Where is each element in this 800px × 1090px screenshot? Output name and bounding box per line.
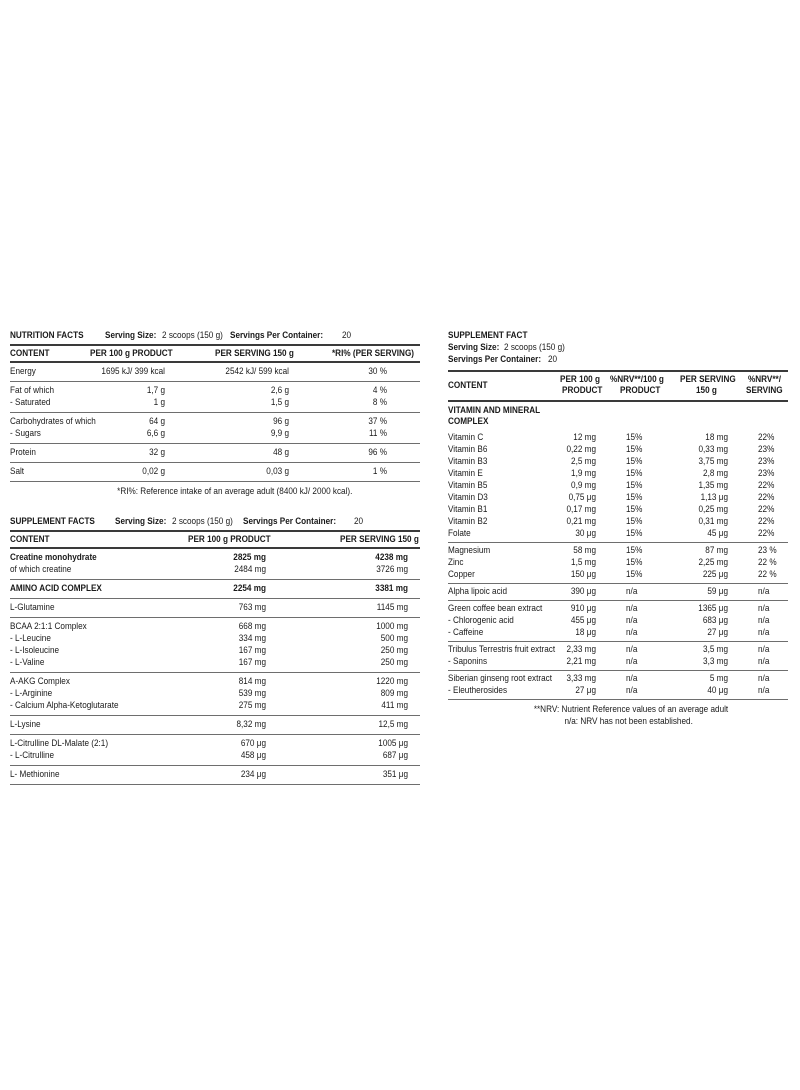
ingredient-name: Vitamin E [448,468,483,479]
ingredient-value: 23% [758,444,775,455]
ingredient-name: Folate [448,528,471,539]
table-row [448,557,788,569]
ingredient-value: 3,33 mg [566,673,596,684]
supplement-right-servings-label: Servings Per Container: [448,354,542,365]
ingredient-value: 58 mg [573,545,596,556]
table-row [10,447,420,459]
ingredient-value: 15% [626,569,643,580]
ingredient-value: 2,5 mg [571,456,596,467]
ingredient-value: n/a [758,627,770,638]
ingredient-name: Copper [448,569,475,580]
ingredient-value: 22% [758,480,775,491]
table-row [448,603,788,615]
ingredient-value: 225 μg [702,569,728,580]
nutrient-name: Carbohydrates of which [10,416,96,427]
supplement-right-col-per100-l2: PRODUCT [562,385,603,396]
supplement-right-title: SUPPLEMENT FACT [448,330,528,341]
supplement-fact-right-panel [448,330,788,730]
ingredient-value: 0,31 mg [698,516,728,527]
nutrient-name: - Saturated [10,397,51,408]
table-row [10,466,420,478]
supplement-right-serving-size-value: 2 scoops (150 g) [504,342,565,353]
ingredient-value: 15% [626,492,643,503]
ingredient-value: n/a [626,603,638,614]
ingredient-value: n/a [626,656,638,667]
nutrient-value: 11 % [368,428,387,439]
ingredient-value: 15% [626,444,643,455]
ingredient-value: 23% [758,456,775,467]
ingredient-name: Vitamin B1 [448,504,488,515]
ingredient-name: - Saponins [448,656,488,667]
table-row [10,676,420,688]
nutrition-row-group [10,444,420,462]
ingredient-value: 15% [626,545,643,556]
ingredient-value: n/a [758,615,770,626]
supplement-right-col-perserving-l1: PER SERVING [680,374,736,385]
nutrient-value: 48 g [273,447,289,458]
ingredient-value: 3,75 mg [698,456,728,467]
nutrition-title: NUTRITION FACTS [10,330,84,341]
ingredient-value: 12 mg [573,432,596,443]
ingredient-value: 458 μg [240,750,266,761]
ingredient-value: 1,13 μg [700,492,728,503]
ingredient-value: 334 mg [238,633,266,644]
row-divider [10,784,420,785]
ingredient-value: 3,3 mg [703,656,728,667]
nutrient-name: Protein [10,447,36,458]
ingredient-name: Vitamin B5 [448,480,488,491]
ingredient-value: 1,35 mg [698,480,728,491]
table-row [10,602,420,614]
ingredient-value: n/a [626,627,638,638]
ingredient-value: 0,17 mg [566,504,596,515]
nutrient-value: 2,6 g [270,385,289,396]
table-row [10,416,420,428]
ingredient-name: of which creatine [10,564,72,575]
supplement-right-serving-size-label: Serving Size: [448,342,500,353]
ingredient-value: 814 mg [238,676,266,687]
ingredient-value: 687 μg [382,750,408,761]
ingredient-value: n/a [758,644,770,655]
nutrient-value: 30 % [368,366,387,377]
nutrient-value: 1695 kJ/ 399 kcal [101,366,165,377]
table-row [448,569,788,581]
ingredient-value: 15% [626,480,643,491]
nutrient-value: 1,5 g [270,397,289,408]
table-row [10,385,420,397]
table-row [10,657,420,669]
ingredient-value: 275 mg [238,700,266,711]
ingredient-value: 23 % [758,545,777,556]
supplement-left-row-group [10,549,420,579]
ingredient-value: 40 μg [707,685,728,696]
ingredient-value: 150 μg [570,569,596,580]
table-row [448,545,788,557]
supplement-left-row-group [10,580,420,598]
table-row [448,444,788,456]
nutrition-row-group [10,363,420,381]
nutrition-serving-size-label: Serving Size: [105,330,157,341]
nutrition-table-body [10,363,420,482]
table-row [448,480,788,492]
table-row [10,750,420,762]
supplement-left-servings-label: Servings Per Container: [243,516,337,527]
ingredient-name: Vitamin D3 [448,492,488,503]
nutrition-facts-panel [10,330,420,500]
ingredient-value: 0,21 mg [566,516,596,527]
supplement-right-row-group [448,601,788,641]
nutrient-value: 1,7 g [146,385,165,396]
ingredient-name: L- Methionine [10,769,60,780]
ingredient-value: 1220 mg [376,676,408,687]
ingredient-name: - Chlorogenic acid [448,615,514,626]
table-row [448,615,788,627]
ingredient-value: 390 μg [570,586,596,597]
ingredient-value: 668 mg [238,621,266,632]
ingredient-value: 763 mg [238,602,266,613]
nutrient-value: 4 % [372,385,387,396]
supplement-left-serving-size-label: Serving Size: [115,516,167,527]
ingredient-value: 15% [626,456,643,467]
ingredient-name: L-Glutamine [10,602,55,613]
ingredient-value: 1000 mg [376,621,408,632]
supplement-right-col-nrv100-l2: PRODUCT [620,385,661,396]
supplement-right-col-content: CONTENT [448,380,488,391]
supplement-left-row-group [10,673,420,715]
ingredient-value: n/a [758,586,770,597]
ingredient-name: Alpha lipoic acid [448,586,508,597]
table-row [448,468,788,480]
ingredient-value: 22 % [758,569,777,580]
ingredient-name: Vitamin B3 [448,456,488,467]
ingredient-value: 8,32 mg [236,719,266,730]
table-row [10,397,420,409]
table-row [10,719,420,731]
table-row [10,633,420,645]
ingredient-value: 27 μg [707,627,728,638]
table-row [10,738,420,750]
ingredient-name: Magnesium [448,545,491,556]
nutrient-value: 2542 kJ/ 599 kcal [225,366,289,377]
supplement-left-row-group [10,766,420,784]
ingredient-value: 22 % [758,557,777,568]
nutrition-row-group [10,463,420,481]
ingredient-value: 167 mg [238,645,266,656]
ingredient-value: 5 mg [709,673,728,684]
ingredient-value: 18 mg [705,432,728,443]
ingredient-value: 250 mg [380,645,408,656]
ingredient-value: 2,8 mg [703,468,728,479]
ingredient-value: 15% [626,557,643,568]
ingredient-value: 250 mg [380,657,408,668]
ingredient-value: 15% [626,504,643,515]
nutrient-value: 96 g [273,416,289,427]
ingredient-name: AMINO ACID COMPLEX [10,583,102,594]
ingredient-value: n/a [626,586,638,597]
ingredient-value: 3381 mg [375,583,408,594]
ingredient-value: 3726 mg [376,564,408,575]
supplement-right-row-group [448,543,788,583]
nutrition-col-content: CONTENT [10,348,50,359]
ingredient-name: Tribulus Terrestris fruit extract [448,644,556,655]
nutrient-value: 9,9 g [270,428,289,439]
ingredient-value: 18 μg [575,627,596,638]
table-row [10,700,420,712]
ingredient-name: - L-Arginine [10,688,53,699]
supplement-right-col-per100-l1: PER 100 g [560,374,600,385]
table-row [448,656,788,668]
nutrient-value: 32 g [149,447,165,458]
ingredient-value: 0,75 μg [568,492,596,503]
supplement-left-servings-value: 20 [354,516,364,527]
nutrient-value: 6,6 g [146,428,165,439]
supplement-right-table-body [448,430,788,700]
nutrient-value: 96 % [368,447,387,458]
ingredient-value: 809 mg [380,688,408,699]
ingredient-value: 87 mg [705,545,728,556]
table-row [10,552,420,564]
supplement-left-col-perserving: PER SERVING 150 g [340,534,419,545]
ingredient-value: 1,5 mg [571,557,596,568]
ingredient-value: 411 mg [381,700,408,711]
ingredient-value: 15% [626,468,643,479]
nutrition-row-group [10,382,420,412]
ingredient-name: Green coffee bean extract [448,603,543,614]
supplement-right-row-group [448,584,788,600]
ingredient-value: n/a [758,673,770,684]
table-row [448,627,788,639]
table-row [448,492,788,504]
supplement-right-col-nrv100-l1: %NRV**/100 g [610,374,664,385]
supplement-right-footnote-nrv: **NRV: Nutrient Reference values of an average adult [533,704,729,715]
ingredient-name: - Caffeine [448,627,484,638]
ingredient-value: 12,5 mg [378,719,408,730]
ingredient-value: 1145 mg [376,602,408,613]
supplement-right-row-group [448,430,788,542]
supplement-right-col-nrvserv-l2: SERVING [746,385,783,396]
ingredient-value: n/a [626,673,638,684]
ingredient-name: A-AKG Complex [10,676,70,687]
ingredient-value: 0,33 mg [698,444,728,455]
ingredient-name: - Eleutherosides [448,685,508,696]
nutrition-servings-label: Servings Per Container: [230,330,324,341]
nutrition-footnote: *RI%: Reference intake of an average adult (8400 kJ/ 2000 kcal). [117,486,353,497]
nutrition-serving-size-value: 2 scoops (150 g) [162,330,223,341]
nutrient-value: 0,02 g [142,466,165,477]
ingredient-value: 455 μg [570,615,596,626]
supplement-left-col-content: CONTENT [10,534,50,545]
table-row [10,564,420,576]
nutrient-value: 0,03 g [266,466,289,477]
table-row [448,685,788,697]
supplement-left-row-group [10,618,420,672]
supplement-right-footnote-na: n/a: NRV has not been established. [564,716,693,727]
ingredient-value: 539 mg [238,688,266,699]
ingredient-value: 167 mg [238,657,266,668]
ingredient-value: 45 μg [707,528,728,539]
supplement-left-serving-size-value: 2 scoops (150 g) [172,516,233,527]
ingredient-value: 30 μg [575,528,596,539]
ingredient-value: 27 μg [575,685,596,696]
table-row [448,432,788,444]
ingredient-name: Vitamin C [448,432,484,443]
ingredient-name: Vitamin B2 [448,516,488,527]
ingredient-name: - L-Isoleucine [10,645,60,656]
ingredient-value: 15% [626,432,643,443]
nutrient-value: 64 g [149,416,165,427]
table-row [448,504,788,516]
nutrient-value: 37 % [368,416,387,427]
table-row [448,673,788,685]
ingredient-value: 3,5 mg [703,644,728,655]
supplement-right-servings-value: 20 [548,354,558,365]
supplement-left-title: SUPPLEMENT FACTS [10,516,95,527]
supplement-right-row-group [448,671,788,699]
ingredient-value: 0,9 mg [571,480,596,491]
table-row [448,528,788,540]
supplement-right-row-group [448,642,788,670]
table-row [448,516,788,528]
ingredient-value: 22% [758,504,775,515]
ingredient-value: 22% [758,492,775,503]
ingredient-value: 351 μg [382,769,408,780]
supplement-right-col-perserving-l2: 150 g [696,385,717,396]
supplement-left-col-per100: PER 100 g PRODUCT [188,534,271,545]
ingredient-value: 22% [758,528,775,539]
supplement-left-row-group [10,716,420,734]
ingredient-name: BCAA 2:1:1 Complex [10,621,87,632]
ingredient-value: 2254 mg [233,583,266,594]
ingredient-value: n/a [626,644,638,655]
table-row [10,645,420,657]
ingredient-value: 2825 mg [233,552,266,563]
table-row [10,621,420,633]
ingredient-value: 22% [758,432,775,443]
table-row [448,456,788,468]
ingredient-value: 59 μg [707,586,728,597]
ingredient-value: 2,21 mg [566,656,596,667]
table-row [10,769,420,781]
supplement-facts-left-panel [10,516,420,785]
ingredient-value: n/a [626,615,638,626]
nutrition-col-perserving: PER SERVING 150 g [215,348,294,359]
ingredient-value: 23% [758,468,775,479]
ingredient-value: n/a [758,656,770,667]
ingredient-name: Creatine monohydrate [10,552,97,563]
table-row [10,366,420,378]
ingredient-value: 1,9 mg [571,468,596,479]
ingredient-value: 910 μg [570,603,596,614]
ingredient-value: 234 μg [240,769,266,780]
ingredient-value: 1005 μg [378,738,408,749]
ingredient-name: Zinc [448,557,464,568]
nutrient-value: 8 % [372,397,387,408]
ingredient-value: n/a [758,685,770,696]
ingredient-value: 683 μg [702,615,728,626]
table-row [10,583,420,595]
ingredient-name: - Calcium Alpha-Ketoglutarate [10,700,119,711]
supplement-right-section-l2: COMPLEX [448,416,489,427]
table-row [10,428,420,440]
table-row [10,688,420,700]
nutrition-servings-value: 20 [342,330,352,341]
table-row [448,644,788,656]
supplement-left-row-group [10,735,420,765]
table-row [448,586,788,598]
ingredient-value: 22% [758,516,775,527]
nutrient-value: 1 g [153,397,165,408]
ingredient-value: n/a [626,685,638,696]
nutrient-name: Salt [10,466,25,477]
ingredient-value: 2,33 mg [566,644,596,655]
nutrition-col-per100: PER 100 g PRODUCT [90,348,173,359]
supplement-left-row-group [10,599,420,617]
ingredient-value: 15% [626,528,643,539]
ingredient-value: 0,25 mg [698,504,728,515]
ingredient-name: - L-Leucine [10,633,51,644]
ingredient-value: 15% [626,516,643,527]
ingredient-value: 670 μg [240,738,266,749]
nutrient-value: 1 % [372,466,387,477]
ingredient-value: 0,22 mg [566,444,596,455]
ingredient-value: 1365 μg [698,603,728,614]
nutrition-row-group [10,413,420,443]
ingredient-value: 500 mg [380,633,408,644]
ingredient-name: Siberian ginseng root extract [448,673,553,684]
supplement-left-table-body [10,549,420,785]
ingredient-name: Vitamin B6 [448,444,488,455]
ingredient-name: - L-Valine [10,657,45,668]
ingredient-value: 2,25 mg [698,557,728,568]
nutrition-col-ri: *RI% (PER SERVING) [332,348,415,359]
nutrient-name: Energy [10,366,36,377]
ingredient-name: - L-Citrulline [10,750,55,761]
nutrient-name: Fat of which [10,385,55,396]
nutrient-name: - Sugars [10,428,41,439]
supplement-right-col-nrvserv-l1: %NRV**/ [748,374,782,385]
supplement-right-section-l1: VITAMIN AND MINERAL [448,405,541,416]
ingredient-name: L-Lysine [10,719,41,730]
ingredient-value: n/a [758,603,770,614]
ingredient-value: 2484 mg [234,564,266,575]
ingredient-name: L-Citrulline DL-Malate (2:1) [10,738,109,749]
ingredient-value: 4238 mg [375,552,408,563]
